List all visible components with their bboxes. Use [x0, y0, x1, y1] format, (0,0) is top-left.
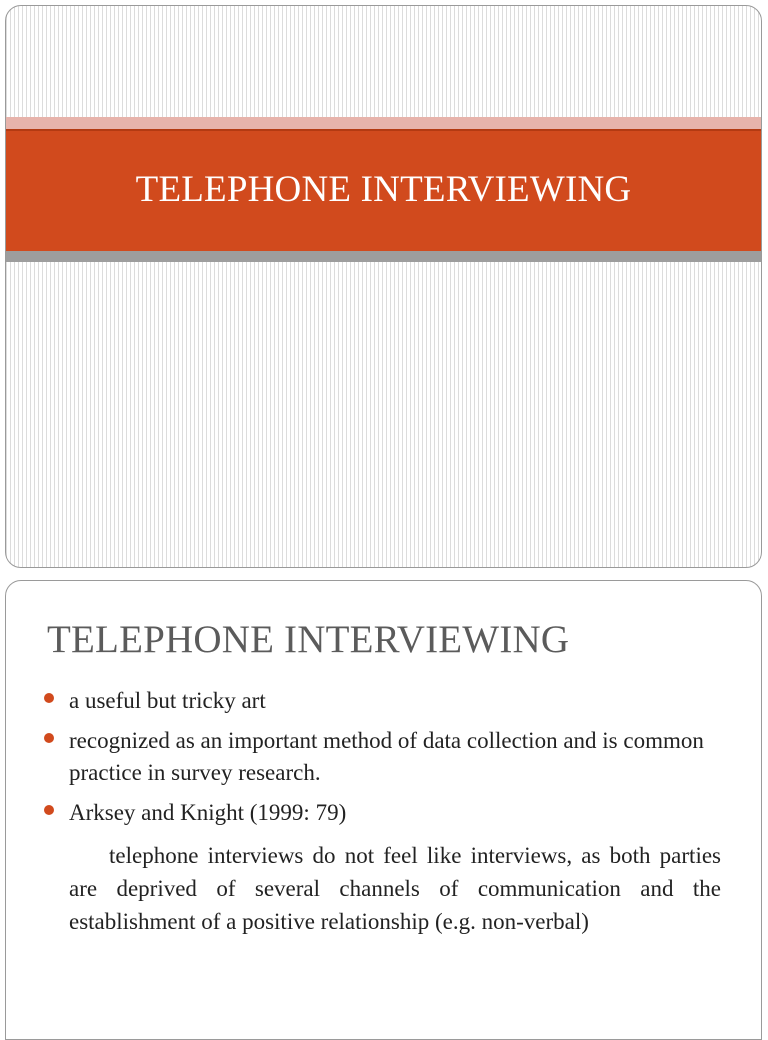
title-slide	[5, 5, 762, 568]
slide-title: TELEPHONE INTERVIEWING	[135, 168, 632, 210]
bullet-dot-icon	[44, 693, 54, 703]
content-slide	[5, 580, 762, 1040]
bullet-text: Arksey and Knight (1999: 79)	[69, 800, 347, 825]
title-band-bottom-stripe	[6, 251, 761, 262]
slide-heading: TELEPHONE INTERVIEWING	[47, 618, 570, 661]
bullet-text: a useful but tricky art	[69, 688, 266, 713]
title-band-top-stripe	[6, 117, 761, 129]
quote-paragraph: telephone interviews do not feel like interviews, as both parties are deprived of several channels of communication and the establishment of a positive relationship (e.g. non-verbal)	[69, 843, 721, 934]
bullet-list	[44, 685, 726, 837]
bullet-dot-icon	[44, 733, 54, 743]
title-band	[6, 129, 761, 251]
bullet-dot-icon	[44, 805, 54, 815]
bullet-text: recognized as an important method of data collection and is common practice in survey research.	[69, 728, 704, 785]
bullet-item	[44, 797, 726, 829]
bullet-item	[44, 725, 726, 789]
bullet-item	[44, 685, 726, 717]
